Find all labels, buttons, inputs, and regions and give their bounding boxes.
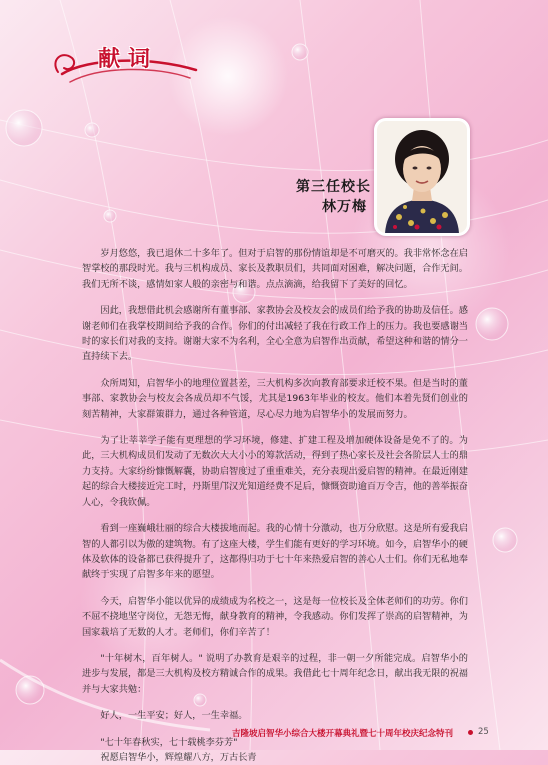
page-marker-dot xyxy=(468,730,473,735)
couplet-line: "七十年春秋实，七十载桃李芬芳" xyxy=(100,736,238,748)
paragraph: 因此，我想借此机会感谢所有董事部、家教协会及校友会的成员们给予我的协助及信任。感谢老师们在我掌校期间给予我的合作。你们的付出减轻了我在行政工作上的压力。我也要感谢当时的家长们对我的支持。谢谢大家不为名利，全心全意为启智作出贡献，希望这种和谐的情分一直持续下去。 xyxy=(82,305,468,363)
paragraph: 众所周知，启智华小的地理位置甚差，三大机构多次向教育部要求迁校不果。但是当时的董事部、家教协会与校友会各成员却不气馁，尤其是1963年毕业的校友。他们本着先贤们创业的刻苦精神，大家群策群力，通过各种管道，尽心尽力地为启智华小的发展而努力。 xyxy=(82,377,468,420)
paragraph: 看到一座巍峨壮丽的综合大楼拔地而起。我的心情十分激动，也万分欣慰。这是所有爱我启智的人都引以为傲的建筑物。有了这座大楼，学生们能有更好的学习环境。如今，启智华小的硬体及软体的设备都已获得提升了，这都得归功于七十年来热爱启智的善心人士们。你们无私地奉献终于实现了启智多年来的愿望。 xyxy=(82,523,468,581)
paragraph: 今天，启智华小能以优异的成绩成为名校之一，这是每一位校长及全体老师们的功劳。你们不屈不挠地坚守岗位，无怨无悔，献身教育的精神，令我感动。你们发挥了崇高的启智精神，为国家栽培了无数的人才。老师们，你们辛苦了！ xyxy=(82,595,468,638)
author-portrait xyxy=(374,118,470,236)
author-name: 林万梅 xyxy=(322,199,367,215)
page-number: 25 xyxy=(478,727,489,737)
author-role: 第三任校长 xyxy=(296,179,371,195)
paragraph: 岁月悠悠，我已退休二十多年了。但对于启智的那份情谊却是不可磨灭的。我非常怀念在启智掌校的那段时光。我与三机构成员、家长及教职员们，共同面对困难，解决问题，合作无间。我们无所不谈，感情如家人般的亲密与和谐。点点滴滴，给我留下了美好的回忆。 xyxy=(82,248,468,290)
speech-body xyxy=(82,246,468,765)
footer-publication-title: 吉隆坡启智华小综合大楼开幕典礼暨七十周年校庆纪念特刊 xyxy=(232,729,454,739)
closing-line: 祝愿启智华小，辉煌耀八方，万古长青 xyxy=(100,751,257,763)
portrait-image xyxy=(377,121,467,233)
page-title: 献词 xyxy=(98,46,159,72)
blessing-line: 好人，一生平安；好人，一生幸福。 xyxy=(100,710,248,722)
paragraph: 为了让莘莘学子能有更理想的学习环境，修建、扩建工程及增加硬体设备是免不了的。为此，三大机构成员们发动了无数次大大小小的筹款活动，得到了热心家长及社会各阶层人士的鼎力支持。大家纷纷慷慨解囊，协助启智度过了重重难关，充分表现出爱启智的精神。在最近刚建起的综合大楼接近完工时，丹斯里邝汉光知道经费不足后，慷慨资助逾百万令吉，他的善举振奋人心，令我钦佩。 xyxy=(82,435,468,508)
paragraph: "十年树木，百年树人。" 说明了办教育是艰辛的过程，非一朝一夕所能完成。启智华小的进步与发展，都是三大机构及校方精诚合作的成果。我借此七十周年纪念日，献出我无限的祝福并与大家共勉： xyxy=(82,652,468,695)
